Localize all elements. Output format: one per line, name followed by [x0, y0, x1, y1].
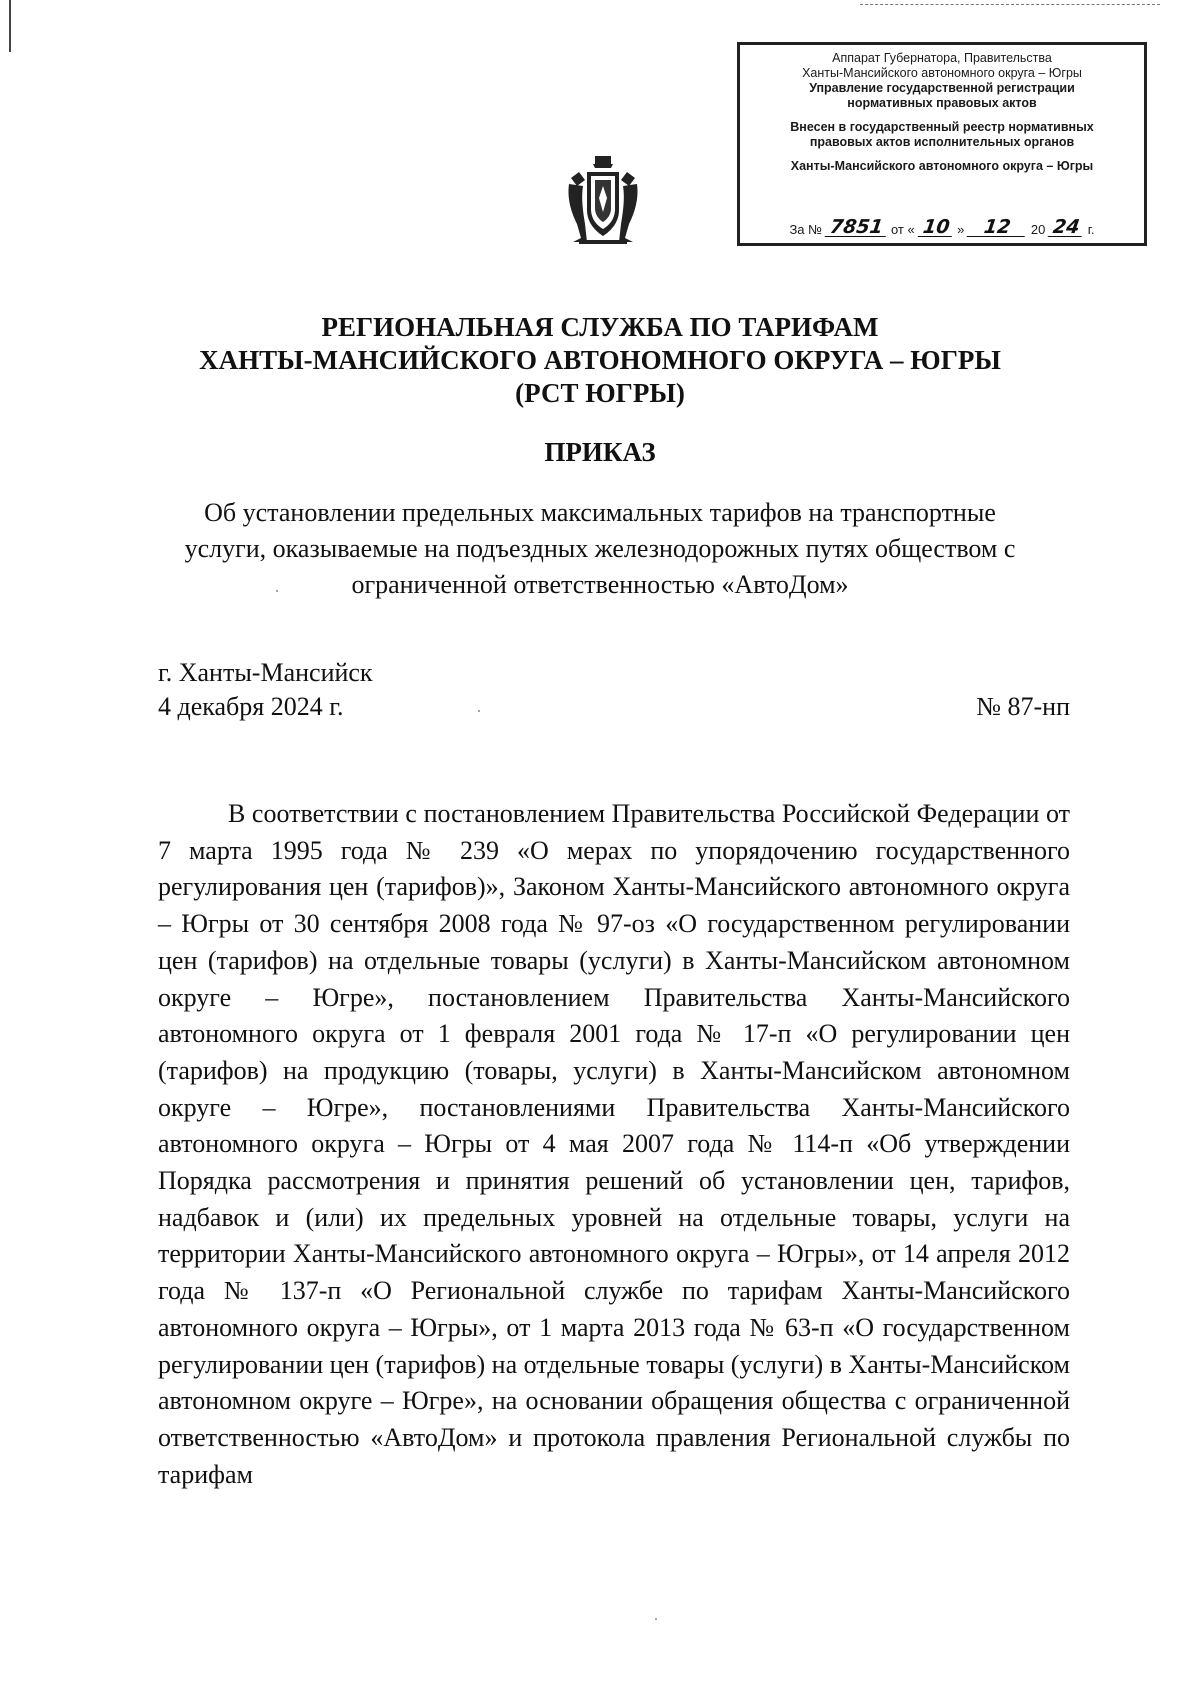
organization-header: [0, 311, 1200, 410]
stamp-line: Ханты-Мансийского автономного округа – Югры: [790, 159, 1094, 173]
coat-of-arms-icon: [565, 154, 641, 246]
document-type-title: ПРИКАЗ: [544, 437, 656, 467]
document-number: № 87-нп: [976, 692, 1070, 721]
scan-edge-dashes: [860, 4, 1160, 5]
stamp-line: Внесен в государственный реестр нормативных: [790, 120, 1094, 134]
scan-speck: [276, 590, 278, 592]
stamp-reg-year-unit: г.: [1087, 222, 1095, 237]
stamp-line: Управление государственной регистрации: [809, 81, 1075, 95]
subject-line: ограниченной ответственностью «АвтоДом»: [351, 570, 849, 599]
org-name-line: ХАНТЫ-МАНСИЙСКОГО АВТОНОМНОГО ОКРУГА – ЮГРЫ: [199, 345, 1001, 375]
scan-edge-mark: [9, 0, 11, 52]
scan-speck: [655, 1618, 657, 1620]
org-abbreviation: (РСТ ЮГРЫ): [515, 378, 685, 408]
stamp-line: Ханты-Мансийского автономного округа – Югры: [802, 66, 1082, 80]
stamp-reg-number: 7851: [825, 218, 889, 237]
document-subject: [150, 495, 1050, 603]
stamp-reg-day: 10: [917, 218, 954, 237]
stamp-reg-close: »: [957, 222, 965, 237]
stamp-reg-year-suffix: 24: [1048, 218, 1085, 237]
stamp-line: Аппарат Губернатора, Правительства: [832, 51, 1052, 65]
subject-line: услуги, оказываемые на подъездных железнодорожных путях обществом с: [184, 534, 1016, 563]
stamp-line: нормативных правовых актов: [847, 96, 1037, 110]
stamp-line: правовых актов исполнительных органов: [809, 135, 1075, 149]
stamp-reg-from: от «: [890, 222, 915, 237]
stamp-reg-year-prefix: 20: [1030, 222, 1046, 237]
document-city: г. Ханты-Мансийск: [158, 658, 373, 687]
document-date: 4 декабря 2024 г.: [158, 692, 344, 721]
stamp-reg-month: 12: [967, 218, 1028, 237]
body-paragraph: В соответствии с постановлением Правительства Российской Федерации от 7 марта 1995 года № 239 «О мерах по упорядочению государственного регулирования цен (тарифов)», Законом Ханты-Мансийского автономного округа – Югры от 30 сентября 2008 года № 97-оз «О государственном регулировании цен (тарифов) на отдельные товары (услуги) в Ханты-Мансийском автономном округе – Югре», постановлением Правительства Ханты-Мансийского автономного округа от 1 февраля 2001 года № 17-п «О регулировании цен (тарифов) на продукцию (товары, услуги) в Ханты-Мансийском автономном округе – Югре», постановлениями Правительства Ханты-Мансийского автономного округа – Югры от 4 мая 2007 года № 114-п «Об утверждении Порядка рассмотрения и принятия решений об установлении цен, тарифов, надбавок и (или) их предельных уровней на отдельные товары, услуги на территории Ханты-Мансийского автономного округа – Югры», от 14 апреля 2012 года № 137-п «О Региональной службе по тарифам Ханты-Мансийского автономного округа – Югры», от 1 марта 2013 года № 63-п «О государственном регулировании цен (тарифов) на отдельные товары (услуги) в Ханты-Мансийском автономном округе – Югре», на основании обращения общества с ограниченной ответственностью «АвтоДом» и протокола правления Региональной службы по тарифам: [158, 799, 1070, 1489]
org-name-line: РЕГИОНАЛЬНАЯ СЛУЖБА ПО ТАРИФАМ: [321, 312, 879, 342]
stamp-reg-prefix: За №: [789, 222, 823, 237]
subject-line: Об установлении предельных максимальных тарифов на транспортные: [204, 498, 996, 527]
stamp-registration-row: [740, 218, 1144, 237]
scan-speck: [478, 710, 480, 712]
registration-stamp: [737, 42, 1147, 246]
